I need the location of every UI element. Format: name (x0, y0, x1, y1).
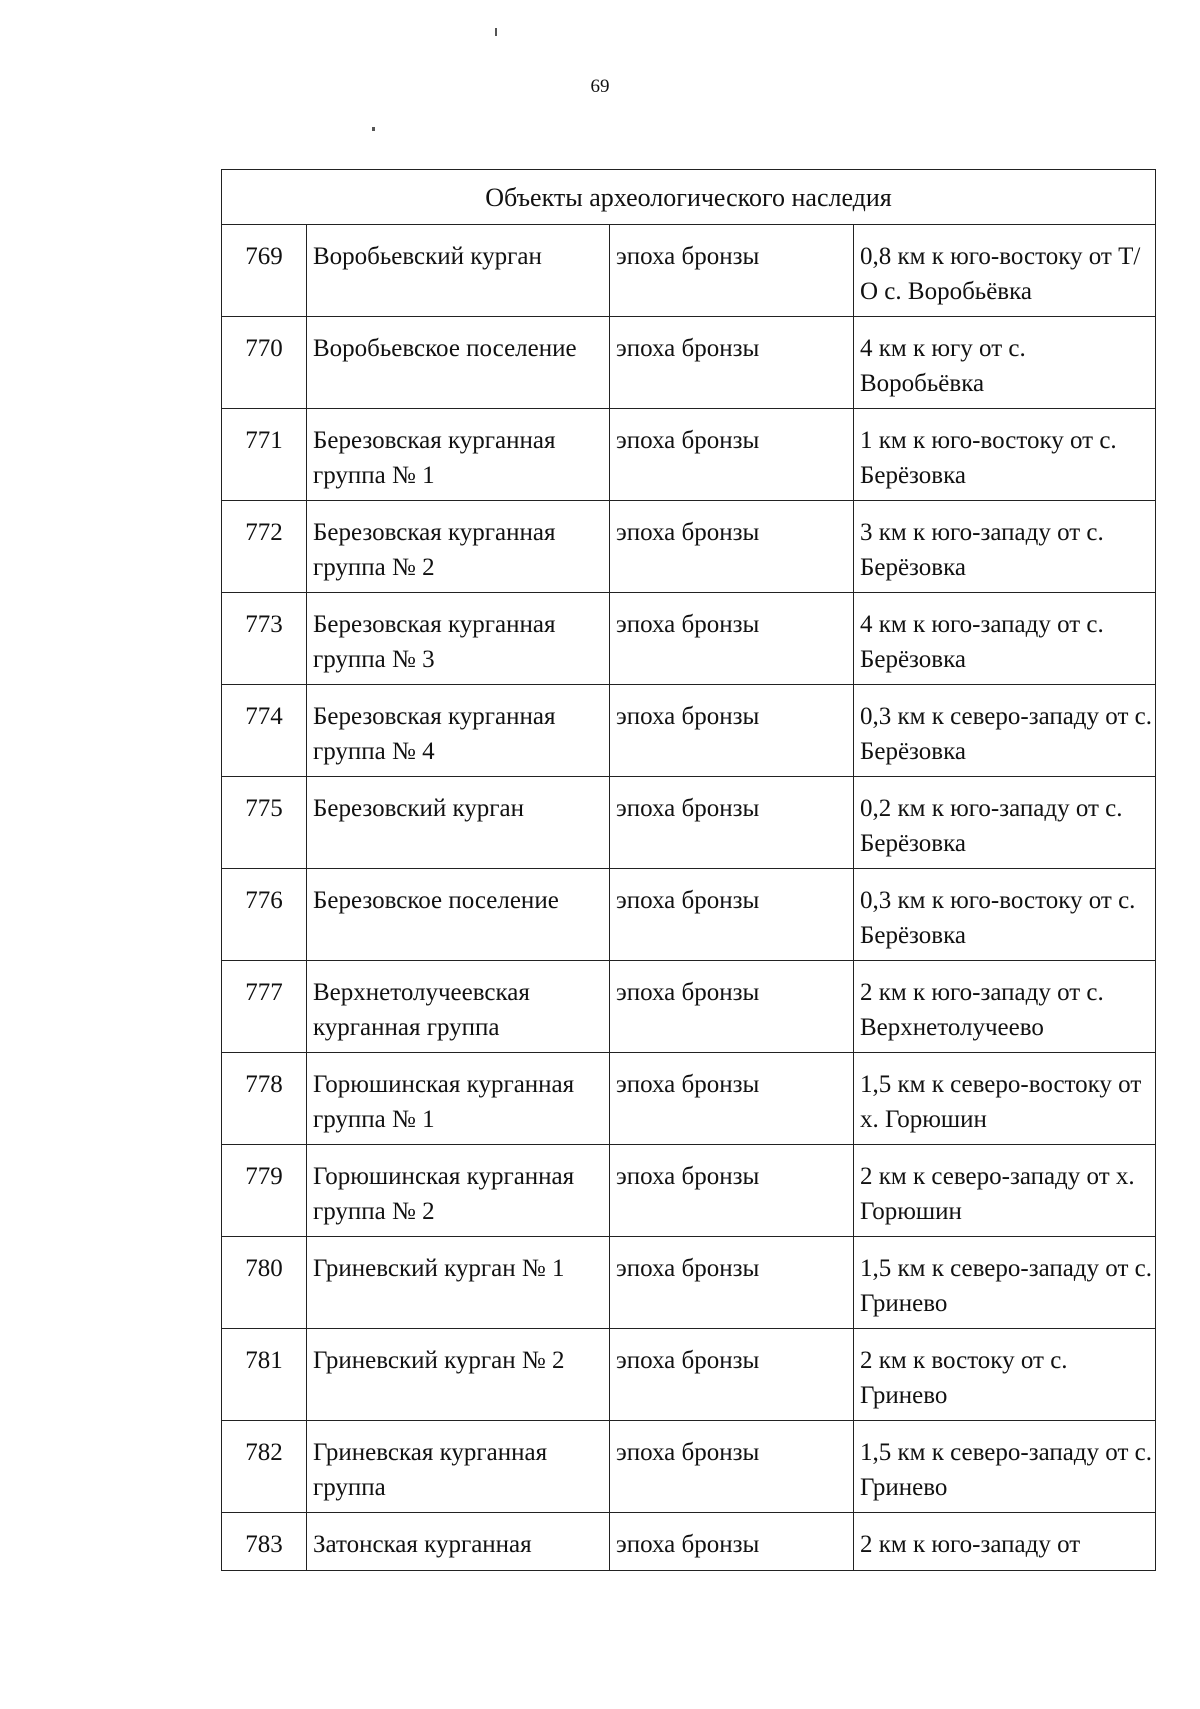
object-name-cell: Березовская курганная группа № 2 (307, 501, 610, 593)
object-name-cell: Березовское поселение (307, 869, 610, 961)
location-cell: 0,2 км к юго-западу от с. Берёзовка (854, 777, 1156, 869)
location-cell: 3 км к юго-западу от с. Берёзовка (854, 501, 1156, 593)
row-number-cell: 776 (222, 869, 307, 961)
era-cell: эпоха бронзы (610, 593, 854, 685)
table-row (222, 1421, 1156, 1513)
scan-speck (495, 28, 497, 36)
location-cell: 4 км к юго-западу от с. Берёзовка (854, 593, 1156, 685)
era-cell: эпоха бронзы (610, 961, 854, 1053)
table-title: Объекты археологического наследия (222, 170, 1156, 225)
row-number-cell: 781 (222, 1329, 307, 1421)
table-row (222, 1053, 1156, 1145)
object-name-cell: Гриневский курган № 2 (307, 1329, 610, 1421)
era-cell: эпоха бронзы (610, 1053, 854, 1145)
row-number-cell: 783 (222, 1513, 307, 1571)
object-name-cell: Горюшинская курганная группа № 1 (307, 1053, 610, 1145)
location-cell: 1,5 км к северо-востоку от х. Горюшин (854, 1053, 1156, 1145)
row-number-cell: 782 (222, 1421, 307, 1513)
era-cell: эпоха бронзы (610, 777, 854, 869)
location-cell: 1,5 км к северо-западу от с. Гринево (854, 1237, 1156, 1329)
row-number-cell: 772 (222, 501, 307, 593)
heritage-objects-table (221, 169, 1156, 1571)
table-row (222, 1513, 1156, 1571)
object-name-cell: Гриневский курган № 1 (307, 1237, 610, 1329)
row-number-cell: 774 (222, 685, 307, 777)
object-name-cell: Березовский курган (307, 777, 610, 869)
row-number-cell: 773 (222, 593, 307, 685)
object-name-cell: Воробьевский курган (307, 225, 610, 317)
page-number: 69 (590, 76, 610, 97)
table-body (222, 225, 1156, 1571)
object-name-cell: Березовская курганная группа № 3 (307, 593, 610, 685)
table-row (222, 685, 1156, 777)
row-number-cell: 777 (222, 961, 307, 1053)
object-name-cell: Березовская курганная группа № 4 (307, 685, 610, 777)
object-name-cell: Воробьевское поселение (307, 317, 610, 409)
location-cell: 0,3 км к северо-западу от с. Берёзовка (854, 685, 1156, 777)
object-name-cell: Березовская курганная группа № 1 (307, 409, 610, 501)
era-cell: эпоха бронзы (610, 1513, 854, 1571)
location-cell: 2 км к северо-западу от х. Горюшин (854, 1145, 1156, 1237)
location-cell: 2 км к востоку от с. Гринево (854, 1329, 1156, 1421)
location-cell: 2 км к юго-западу от (854, 1513, 1156, 1571)
table-row (222, 225, 1156, 317)
row-number-cell: 779 (222, 1145, 307, 1237)
era-cell: эпоха бронзы (610, 685, 854, 777)
era-cell: эпоха бронзы (610, 1421, 854, 1513)
table-row (222, 777, 1156, 869)
row-number-cell: 778 (222, 1053, 307, 1145)
era-cell: эпоха бронзы (610, 1237, 854, 1329)
table-row (222, 1329, 1156, 1421)
object-name-cell: Затонская курганная (307, 1513, 610, 1571)
era-cell: эпоха бронзы (610, 869, 854, 961)
table-row (222, 593, 1156, 685)
era-cell: эпоха бронзы (610, 317, 854, 409)
location-cell: 1,5 км к северо-западу от с. Гринево (854, 1421, 1156, 1513)
row-number-cell: 770 (222, 317, 307, 409)
era-cell: эпоха бронзы (610, 409, 854, 501)
row-number-cell: 780 (222, 1237, 307, 1329)
era-cell: эпоха бронзы (610, 1145, 854, 1237)
era-cell: эпоха бронзы (610, 501, 854, 593)
location-cell: 0,3 км к юго-востоку от с. Берёзовка (854, 869, 1156, 961)
location-cell: 1 км к юго-востоку от с. Берёзовка (854, 409, 1156, 501)
object-name-cell: Верхнетолучеевская курганная группа (307, 961, 610, 1053)
era-cell: эпоха бронзы (610, 225, 854, 317)
table-row (222, 961, 1156, 1053)
table-row (222, 1237, 1156, 1329)
location-cell: 4 км к югу от с. Воробьёвка (854, 317, 1156, 409)
scan-speck (372, 127, 375, 131)
row-number-cell: 769 (222, 225, 307, 317)
table-row (222, 1145, 1156, 1237)
location-cell: 2 км к юго-западу от с. Верхнетолучеево (854, 961, 1156, 1053)
row-number-cell: 775 (222, 777, 307, 869)
table-row (222, 317, 1156, 409)
table-row (222, 409, 1156, 501)
table-row (222, 501, 1156, 593)
location-cell: 0,8 км к юго-востоку от Т/О с. Воробьёвка (854, 225, 1156, 317)
table-row (222, 869, 1156, 961)
table-title-row (222, 170, 1156, 225)
object-name-cell: Гриневская курганная группа (307, 1421, 610, 1513)
era-cell: эпоха бронзы (610, 1329, 854, 1421)
object-name-cell: Горюшинская курганная группа № 2 (307, 1145, 610, 1237)
row-number-cell: 771 (222, 409, 307, 501)
